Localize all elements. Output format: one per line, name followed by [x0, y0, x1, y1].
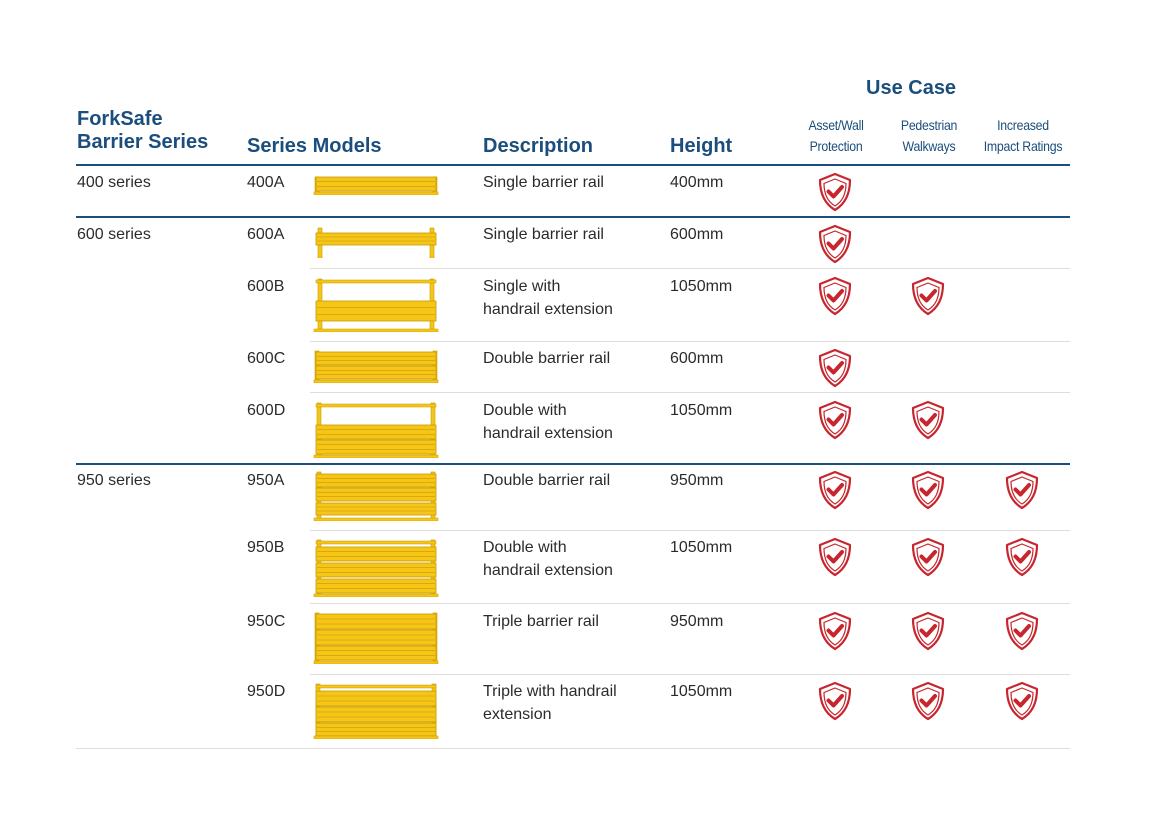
group-divider-950	[76, 463, 1070, 465]
description	[483, 469, 610, 492]
shield-check-icon	[910, 276, 946, 316]
use-case-asset-line1: Asset/Wall	[808, 117, 864, 133]
model-code: 600B	[247, 278, 285, 295]
barrier-base	[314, 455, 438, 458]
barrier-rail	[316, 301, 436, 321]
barrier-rail-illustration	[313, 612, 439, 664]
barrier-handrail	[316, 404, 436, 407]
description	[483, 680, 617, 726]
row-divider	[310, 530, 1070, 531]
barrier-rail	[316, 503, 436, 515]
shield-check-icon	[817, 611, 853, 651]
model-code: 600D	[247, 402, 286, 419]
model-code: 400A	[247, 174, 285, 191]
shield-check-icon	[817, 172, 853, 212]
barrier-rail	[316, 440, 436, 454]
barrier-rail-illustration	[313, 471, 439, 521]
row-divider	[310, 603, 1070, 604]
description-line1: Double with	[483, 402, 567, 419]
barrier-rail	[316, 707, 436, 722]
use-case-pedestrian	[888, 115, 971, 157]
barrier-rail	[316, 177, 436, 191]
description-line1: Double barrier rail	[483, 350, 611, 367]
group-divider-600	[76, 216, 1070, 218]
description	[483, 171, 604, 194]
series-label: 400 series	[77, 174, 151, 191]
height-value: 600mm	[670, 350, 724, 367]
model-code: 950A	[247, 472, 285, 489]
use-case-header: Use Case	[866, 77, 957, 99]
use-case-impact-line1: Increased	[997, 117, 1049, 133]
description	[483, 275, 613, 321]
description-line2: handrail extension	[483, 301, 613, 318]
height-value: 600mm	[670, 226, 724, 243]
barrier-base	[314, 594, 438, 597]
barrier-rail	[316, 547, 436, 561]
description-line1: Single barrier rail	[483, 226, 604, 243]
table-bottom-line	[76, 748, 1070, 749]
series-header-line1: ForkSafe	[77, 108, 163, 130]
shield-check-icon	[910, 470, 946, 510]
description-line1: Triple barrier rail	[483, 613, 599, 630]
shield-check-icon	[817, 224, 853, 264]
barrier-rail-illustration	[313, 683, 439, 739]
barrier-rail	[316, 646, 436, 660]
description-header: Description	[483, 135, 594, 157]
description	[483, 223, 604, 246]
barrier-rail-illustration	[313, 277, 439, 332]
use-case-pedestrian-line2: Walkways	[902, 138, 956, 154]
barrier-rail	[316, 630, 436, 645]
description	[483, 399, 613, 445]
height-value: 1050mm	[670, 683, 733, 700]
shield-check-icon	[817, 470, 853, 510]
shield-check-icon	[910, 400, 946, 440]
shield-check-icon	[817, 681, 853, 721]
shield-check-icon	[817, 537, 853, 577]
shield-check-icon	[910, 537, 946, 577]
description-line2: extension	[483, 706, 552, 723]
shield-check-icon	[1004, 537, 1040, 577]
row-divider	[310, 341, 1070, 342]
series-header-line2: Barrier Series	[77, 131, 209, 153]
shield-check-icon	[817, 400, 853, 440]
height-value: 950mm	[670, 472, 724, 489]
barrier-base	[314, 192, 438, 195]
header-divider	[76, 164, 1070, 166]
barrier-rail-illustration	[313, 226, 439, 258]
height-value: 950mm	[670, 613, 724, 630]
shield-check-icon	[817, 276, 853, 316]
description	[483, 536, 613, 582]
height-value: 1050mm	[670, 402, 733, 419]
models-header: Series Models	[247, 135, 382, 157]
model-code: 950D	[247, 683, 286, 700]
description	[483, 610, 599, 633]
barrier-rail	[316, 425, 436, 439]
use-case-impact-line2: Impact Ratings	[983, 138, 1063, 154]
series-label: 950 series	[77, 472, 151, 489]
description-line1: Single with	[483, 278, 561, 295]
height-value: 400mm	[670, 174, 724, 191]
description-line1: Double barrier rail	[483, 472, 611, 489]
barrier-rail	[316, 233, 436, 245]
shield-check-icon	[910, 681, 946, 721]
barrier-rail	[316, 723, 436, 736]
use-case-asset-wall	[796, 115, 877, 157]
shield-check-icon	[910, 611, 946, 651]
series-header	[77, 108, 208, 154]
model-code: 950C	[247, 613, 286, 630]
barrier-rail	[316, 614, 436, 629]
barrier-base	[314, 380, 438, 383]
shield-check-icon	[1004, 611, 1040, 651]
barrier-rail	[316, 366, 436, 379]
use-case-impact	[973, 115, 1073, 157]
description-line1: Triple with handrail	[483, 683, 617, 700]
height-value: 1050mm	[670, 278, 733, 295]
series-label: 600 series	[77, 226, 151, 243]
barrier-rail-illustration	[313, 539, 439, 597]
height-header: Height	[670, 135, 733, 157]
barrier-handrail	[316, 685, 436, 688]
model-code: 600A	[247, 226, 285, 243]
barrier-rail-illustration	[313, 350, 439, 383]
use-case-asset-line2: Protection	[809, 138, 863, 154]
shield-check-icon	[817, 348, 853, 388]
barrier-rail	[316, 474, 436, 487]
barrier-rail-illustration	[313, 175, 439, 195]
row-divider	[310, 268, 1070, 269]
model-code: 600C	[247, 350, 286, 367]
description-line2: handrail extension	[483, 425, 613, 442]
row-divider	[310, 674, 1070, 675]
barrier-rail-illustration	[313, 401, 439, 458]
barrier-handrail	[316, 541, 436, 544]
shield-check-icon	[1004, 470, 1040, 510]
barrier-base	[314, 736, 438, 739]
shield-check-icon	[1004, 681, 1040, 721]
barrier-rail	[316, 691, 436, 706]
description	[483, 347, 610, 370]
description-line2: handrail extension	[483, 562, 613, 579]
use-case-pedestrian-line1: Pedestrian	[900, 117, 958, 133]
barrier-rail	[316, 563, 436, 577]
barrier-base	[314, 329, 438, 332]
barrier-rail	[316, 579, 436, 593]
barrier-handrail	[316, 280, 436, 283]
row-divider	[310, 392, 1070, 393]
barrier-base	[314, 518, 438, 521]
description-line1: Double with	[483, 539, 567, 556]
barrier-rail	[316, 352, 436, 365]
model-code: 950B	[247, 539, 285, 556]
barrier-base	[314, 661, 438, 664]
barrier-rail	[316, 488, 436, 501]
height-value: 1050mm	[670, 539, 733, 556]
description-line1: Single barrier rail	[483, 174, 604, 191]
